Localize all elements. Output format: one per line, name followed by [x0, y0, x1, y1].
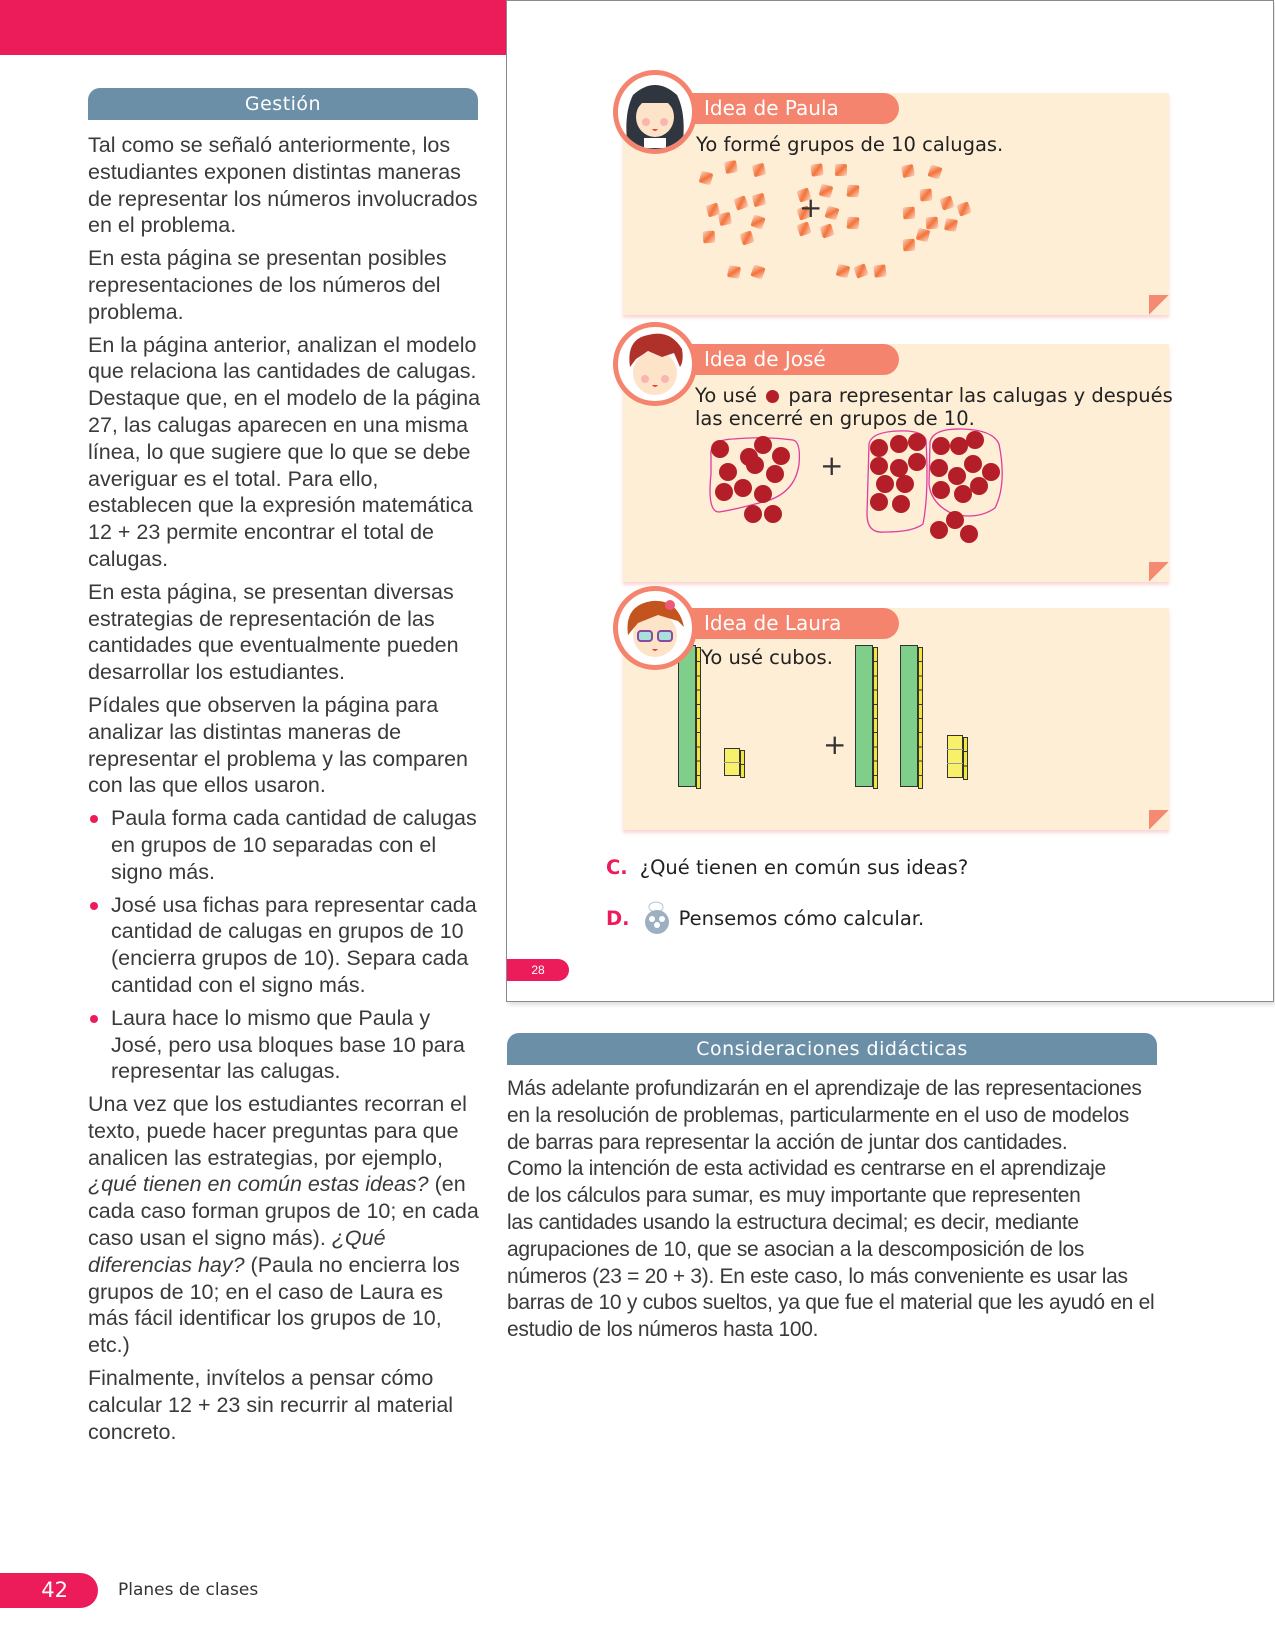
counter-chip: [970, 477, 988, 495]
counter-chip: [960, 525, 978, 543]
question-c: C. ¿Qué tienen en común sus ideas?: [606, 856, 969, 879]
candy-icon: [916, 228, 931, 243]
counter-chip: [908, 433, 926, 451]
candy-icon: [825, 206, 840, 221]
text-line: de los cálculos para sumar, es muy importante que representen: [507, 1184, 1081, 1208]
candy-icon: [873, 264, 886, 277]
candy-icon: [819, 223, 834, 238]
text-line: Como la intención de esta actividad es centrarse en el aprendizaje: [507, 1157, 1106, 1181]
gestion-text: [88, 132, 483, 1451]
counter-chip: [930, 459, 948, 477]
avatar-paula: [613, 70, 697, 154]
candy-icon: [750, 264, 765, 279]
paragraph: Pídales que observen la página para analizar las distintas maneras de representar el problema y las comparen con las que ellos usaron.: [88, 692, 469, 798]
counter-chip: [890, 435, 908, 453]
idea-panel-jose: [623, 344, 1173, 582]
counter-chip: [870, 493, 888, 511]
counter-chip: [711, 440, 729, 458]
italic-question: ¿Qué diferencias hay?: [88, 1226, 386, 1277]
bullet-icon: [90, 815, 98, 823]
candy-icon: [836, 264, 851, 279]
question-d: D. Pensemos cómo calcular.: [606, 901, 924, 935]
candy-icon: [699, 171, 714, 186]
candy-icon: [727, 265, 741, 279]
paragraph: Finalmente, invítelos a pensar cómo calcular 12 + 23 sin recurrir al material concreto.: [88, 1366, 454, 1444]
top-accent-bar: [0, 0, 506, 55]
candy-icon: [752, 163, 767, 178]
idea-label: Idea de Laura: [690, 608, 899, 639]
counter-chip: [754, 436, 772, 454]
candy-icon: [919, 188, 932, 201]
idea-label: Idea de José: [690, 344, 899, 375]
counter-chip: [764, 505, 782, 523]
counter-chip: [946, 511, 964, 529]
counter-chip: [876, 475, 894, 493]
counter-chip: [746, 456, 764, 474]
counter-chip: [754, 485, 772, 503]
candy-icon: [810, 163, 824, 177]
text-line: de barras para representar la acción de juntar dos cantidades.: [507, 1130, 1068, 1154]
candy-icon: [853, 263, 868, 278]
student-page-number: 28: [507, 959, 569, 981]
page-number: 42: [0, 1573, 98, 1608]
candy-icon: [739, 230, 754, 245]
candy-icon: [926, 217, 939, 230]
idea-text: Yo usé para representar las calugas y después las encerré en grupos de 10.: [695, 384, 1173, 430]
idea-panel-laura: [623, 608, 1169, 830]
candy-icon: [724, 160, 738, 174]
idea-text: Yo formé grupos de 10 calugas.: [696, 133, 1004, 156]
counter-chip: [966, 431, 984, 449]
text-line: barras de 10 y cubos sueltos, ya que fue el material que les ayudó en el: [507, 1291, 1155, 1315]
candy-icon: [944, 218, 958, 232]
didactic-text: [507, 1076, 1167, 1344]
text-line: estudio de los números hasta 100.: [507, 1318, 819, 1342]
candy-icon: [903, 239, 916, 252]
page-curl-icon: [1149, 295, 1169, 315]
text-line: Más adelante profundizarán en el aprendizaje de las representaciones: [507, 1077, 1142, 1100]
candy-icon: [956, 201, 971, 216]
counter-chip: [892, 495, 910, 513]
counter-chip: [870, 439, 888, 457]
bullet-item: Laura hace lo mismo que Paula y José, pero usa bloques base 10 para representar las calugas.: [88, 1005, 483, 1085]
candy-icon: [703, 231, 716, 244]
paragraph: En esta página, se presentan diversas estrategias de representación de las cantidades que eventualmente pueden desarrollar los estudiantes.: [88, 579, 459, 685]
avatar-laura: [613, 586, 697, 670]
candy-icon: [939, 195, 954, 210]
bullet-list: [88, 805, 483, 1085]
plus-sign: +: [820, 449, 844, 482]
plus-sign: +: [823, 728, 847, 761]
counter-chip: [719, 463, 737, 481]
counter-chip: [870, 457, 888, 475]
italic-question: ¿qué tienen en común estas ideas?: [88, 1172, 429, 1197]
candy-icon: [847, 185, 860, 198]
counter-chip: [908, 453, 926, 471]
paragraph: Tal como se señaló anteriormente, los estudiantes exponen distintas maneras de representar los números involucrados en el problema.: [88, 133, 478, 238]
counter-chip: [734, 479, 752, 497]
bullet-icon: [90, 902, 98, 910]
didactic-header: Consideraciones didácticas: [507, 1033, 1157, 1065]
candy-icon: [903, 207, 916, 220]
text-line: números (23 = 20 + 3). En este caso, lo más conveniente es usar las: [507, 1264, 1128, 1288]
footer-label: Planes de clases: [118, 1580, 259, 1600]
counter-chip: [766, 465, 784, 483]
candy-icon: [733, 195, 748, 210]
counter-chip: [930, 521, 948, 539]
counter-chip: [964, 455, 982, 473]
candy-icon: [927, 164, 942, 179]
avatar-jose: [613, 322, 697, 406]
candy-icon: [847, 217, 860, 230]
text-line: agrupaciones de 10, que se asocian a la descomposición de los: [507, 1237, 1085, 1261]
counter-chip: [715, 483, 733, 501]
page-curl-icon: [1149, 562, 1169, 582]
text-line: las cantidades usando la estructura decimal; es decir, mediante: [507, 1210, 1079, 1234]
counter-chip: [896, 475, 914, 493]
candy-icon: [752, 193, 767, 208]
candy-icon: [901, 164, 915, 178]
paragraph: En esta página se presentan posibles representaciones de los números del problema.: [88, 246, 447, 324]
gestion-header: Gestión: [88, 88, 478, 120]
page-curl-icon: [1149, 810, 1169, 830]
bullet-item: Paula forma cada cantidad de calugas en grupos de 10 separadas con el signo más.: [88, 805, 483, 885]
counter-chip: [744, 505, 762, 523]
candy-icon: [835, 164, 847, 176]
counter-chip: [772, 447, 790, 465]
counter-chip: [932, 437, 950, 455]
paragraph: Una vez que los estudiantes recorran el texto, puede hacer preguntas para que analicen las estrategias, por ejemplo, ¿qué tienen en común estas ideas? (en cada caso forman grupos de 10; en cada caso usan el signo más). ¿Qué diferencias hay? (Paula no encierra los grupos de 10; en el caso de Laura es más fácil identificar los grupos de 10, etc.): [88, 1092, 479, 1358]
text-line: en la resolución de problemas, particularmente en el uso de modelos: [507, 1103, 1129, 1127]
counter-chip: [932, 481, 950, 499]
plus-sign: +: [799, 191, 823, 224]
candy-icon: [718, 212, 732, 226]
bullet-icon: [90, 1015, 98, 1023]
idea-label: Idea de Paula: [690, 93, 899, 124]
paragraph: En la página anterior, analizan el modelo que relaciona las cantidades de calugas. Destaque que, en el modelo de la página 27, las calugas aparecen en una misma línea, lo que sugiere que lo que se debe averiguar es el total. Para ello, establecen que la expresión matemática 12 + 23 permite encontrar el total de calugas.: [88, 332, 481, 571]
group-thinking-icon: [642, 901, 672, 935]
bullet-item: José usa fichas para representar cada cantidad de calugas en grupos de 10 (encierra grupos de 10). Separa cada cantidad con el signo más.: [88, 892, 483, 999]
counter-chip: [948, 467, 966, 485]
candy-icon: [750, 214, 765, 229]
idea-panel-paula: [623, 93, 1169, 315]
idea-text: Yo usé cubos.: [701, 646, 833, 669]
